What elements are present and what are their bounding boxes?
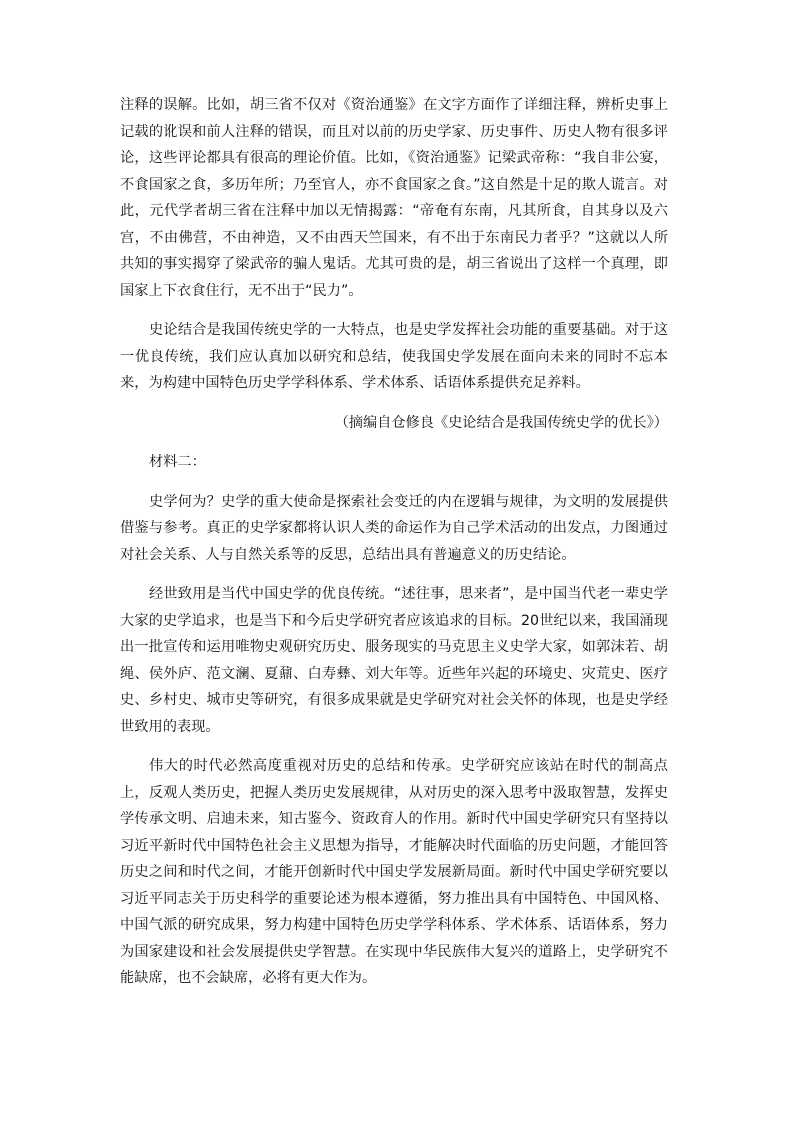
paragraph-history-purpose: 史学何为？史学的重大使命是探索社会变迁的内在逻辑与规律，为文明的发展提供借鉴与参考。真正的史学家都将认识人类的命运作为自己学术活动的出发点，力图通过对社会关系、人与自然关系等的反思，总结出具有普遍意义的历史结论。 bbox=[120, 493, 668, 563]
paragraph-great-era: 伟大的时代必然高度重视对历史的总结和传承。史学研究应该站在时代的制高点上，反观人类历史，把握人类历史发展规律，从对历史的深入思考中汲取智慧，发挥史学传承文明、启迪未来，知古鉴今、资政育人的作用。新时代中国史学研究只有坚持以习近平新时代中国特色社会主义思想为指导，才能解决时代面临的历史问题，才能回答历史之间和时代之间，才能开创新时代中国史学发展新局面。新时代中国史学研究要以习近平同志关于历史科学的重要论述为根本遵循，努力推出具有中国特色、中国风格、中国气派的研究成果，努力构建中国特色历史学学科体系、学术体系、话语体系，努力为国家建设和社会发展提供史学智慧。在实现中华民族伟大复兴的道路上，史学研究不能缺席，也不会缺席，必将有更大作为。 bbox=[120, 758, 668, 986]
paragraph-practical-use: 经世致用是当代中国史学的优良传统。“述往事，思来者”，是中国当代老一辈史学大家的史学追求，也是当下和今后史学研究者应该追求的目标。20世纪以来，我国涌现出一批宣传和运用唯物史观研究历史、服务现实的马克思主义史学大家，如郭沫若、胡绳、侯外庐、范文澜、夏鼐、白寿彝、刘大年等。近些年兴起的环境史、灾荒史、医疗史、乡村史、城市史等研究，有很多成果就是史学研究对社会关怀的体现，也是史学经世致用的表现。 bbox=[120, 586, 668, 735]
source-citation: （摘编自仓修良《史论结合是我国传统史学的优长》） bbox=[334, 414, 668, 431]
document-body bbox=[120, 92, 668, 1005]
paragraph-conclusion: 史论结合是我国传统史学的一大特点，也是史学发挥社会功能的重要基础。对于这一优良传统，我们应认真加以研究和总结，使我国史学发展在面向未来的同时不忘本来，为构建中国特色历史学学科体系、学术体系、话语体系提供充足养料。 bbox=[120, 322, 668, 391]
paragraph-continued: 注释的误解。比如，胡三省不仅对《资治通鉴》在文字方面作了详细注释，辨析史事上记载的讹误和前人注释的错误，而且对以前的历史学家、历史事件、历史人物有很多评论，这些评论都具有很高的理论价值。比如，《资治通鉴》记梁武帝称：“我自非公宴，不食国家之食，多历年所；乃至官人，亦不食国家之食。”这自然是十足的欺人谎言。对此，元代学者胡三省在注释中加以无情揭露：“帝奄有东南，凡其所食，自其身以及六宫，不由佛营，不由神造，又不由西天竺国来，有不出于东南民力者乎？”这就以人所共知的事实揭穿了梁武帝的骗人鬼话。尤其可贵的是，胡三省说出了这样一个真理，即国家上下衣食住行，无不出于“民力”。 bbox=[120, 97, 668, 299]
material-two-label: 材料二： bbox=[149, 454, 206, 470]
